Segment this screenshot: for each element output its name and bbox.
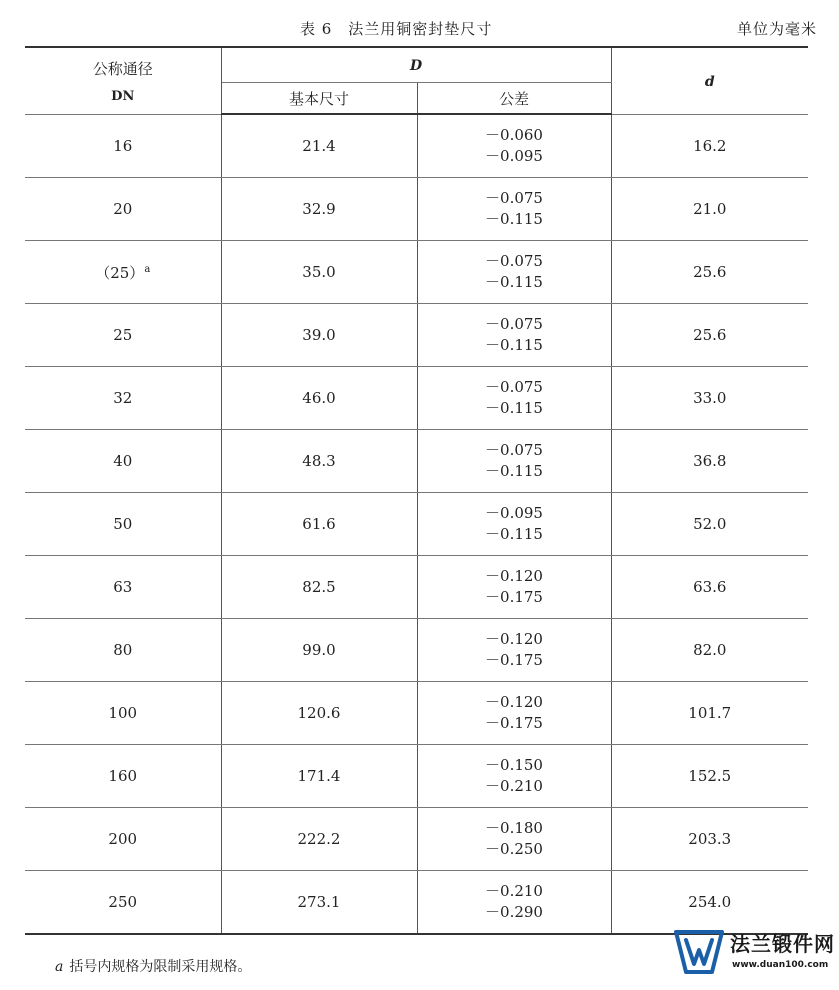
table-row [25, 556, 808, 619]
cell-dn [25, 178, 221, 241]
tolerance-upper: －0.075 [485, 378, 543, 396]
cell-basic-size: 39.0 [221, 304, 417, 367]
cell-basic-size: 35.0 [221, 241, 417, 304]
header-d-symbol: d [704, 73, 715, 90]
header-tolerance: 公差 [417, 83, 611, 115]
tolerance-upper: －0.060 [485, 126, 543, 144]
table-row [25, 745, 808, 808]
cell-dn [25, 304, 221, 367]
cell-tolerance [417, 241, 611, 304]
cell-basic-size: 61.6 [221, 493, 417, 556]
cell-basic-size: 273.1 [221, 871, 417, 935]
tolerance-lower: －0.175 [485, 714, 543, 732]
dn-value: 20 [113, 200, 133, 218]
site-name: 法兰锻件网 [730, 932, 835, 956]
dn-value: 16 [113, 136, 133, 155]
cell-dn [25, 808, 221, 871]
footnote-text: 括号内规格为限制采用规格。 [69, 959, 252, 975]
site-watermark [672, 922, 835, 980]
tolerance-upper: －0.075 [485, 441, 543, 459]
tolerance-lower: －0.175 [485, 588, 543, 606]
gasket-dimension-table [25, 46, 808, 935]
dn-value: 80 [113, 641, 133, 659]
cell-dn [25, 430, 221, 493]
cell-basic-size: 48.3 [221, 430, 417, 493]
cell-basic-size: 99.0 [221, 619, 417, 682]
table-row [25, 682, 808, 745]
table-row [25, 493, 808, 556]
cell-basic-size: 171.4 [221, 745, 417, 808]
cell-dn [25, 367, 221, 430]
table-row [25, 114, 808, 178]
dn-value: （25） [95, 263, 145, 282]
cell-dn [25, 241, 221, 304]
dn-value: 250 [108, 893, 138, 911]
cell-d: 16.2 [611, 114, 808, 178]
tolerance-upper: －0.075 [485, 315, 543, 333]
cell-tolerance [417, 367, 611, 430]
cell-dn [25, 114, 221, 178]
tolerance-upper: －0.120 [485, 693, 543, 711]
dn-value: 32 [113, 389, 133, 407]
tolerance-upper: －0.210 [485, 882, 543, 900]
cell-d: 25.6 [611, 241, 808, 304]
cell-d: 33.0 [611, 367, 808, 430]
cell-tolerance [417, 304, 611, 367]
footnote [55, 956, 251, 976]
cell-dn [25, 871, 221, 935]
tolerance-lower: －0.175 [485, 651, 543, 669]
tolerance-lower: －0.115 [485, 525, 543, 543]
dn-value: 200 [108, 830, 138, 848]
dn-value: 100 [108, 704, 138, 722]
cell-d: 82.0 [611, 619, 808, 682]
table-row [25, 367, 808, 430]
table-row [25, 808, 808, 871]
header-D [221, 47, 611, 83]
cell-d: 25.6 [611, 304, 808, 367]
tolerance-upper: －0.095 [485, 504, 543, 522]
tolerance-lower: －0.115 [485, 336, 543, 354]
cell-dn [25, 745, 221, 808]
cell-tolerance [417, 745, 611, 808]
cell-dn [25, 619, 221, 682]
cell-basic-size: 32.9 [221, 178, 417, 241]
tolerance-upper: －0.150 [485, 756, 543, 774]
tolerance-upper: －0.075 [485, 189, 543, 207]
dn-value: 50 [113, 515, 133, 533]
cell-basic-size: 21.4 [221, 114, 417, 178]
tolerance-upper: －0.075 [485, 252, 543, 270]
cell-tolerance [417, 871, 611, 935]
cell-dn [25, 556, 221, 619]
cell-d: 203.3 [611, 808, 808, 871]
tolerance-lower: －0.115 [485, 462, 543, 480]
dn-value: 40 [113, 452, 133, 470]
site-logo-icon [672, 926, 726, 976]
tolerance-upper: －0.120 [485, 567, 543, 585]
tolerance-upper: －0.180 [485, 819, 543, 837]
site-url: www.duan100.com [732, 960, 829, 970]
cell-basic-size: 120.6 [221, 682, 417, 745]
tolerance-lower: －0.115 [485, 273, 543, 291]
cell-tolerance [417, 430, 611, 493]
cell-tolerance [417, 682, 611, 745]
cell-tolerance [417, 808, 611, 871]
unit-label: 单位为毫米 [736, 20, 817, 38]
cell-tolerance [417, 178, 611, 241]
table-row [25, 178, 808, 241]
cell-dn [25, 682, 221, 745]
header-D-symbol: D [409, 58, 423, 74]
header-basic-size: 基本尺寸 [221, 83, 417, 115]
dn-value: 160 [108, 767, 138, 785]
header-d [611, 47, 808, 114]
tolerance-lower: －0.210 [485, 777, 543, 795]
cell-d: 101.7 [611, 682, 808, 745]
cell-d: 21.0 [611, 178, 808, 241]
tolerance-lower: －0.095 [485, 147, 543, 165]
cell-basic-size: 222.2 [221, 808, 417, 871]
header-dn [25, 47, 221, 114]
cell-d: 63.6 [611, 556, 808, 619]
table-row [25, 304, 808, 367]
table-row [25, 619, 808, 682]
tolerance-lower: －0.115 [485, 399, 543, 417]
cell-d: 52.0 [611, 493, 808, 556]
tolerance-lower: －0.115 [485, 210, 543, 228]
cell-tolerance [417, 114, 611, 178]
header-dn-symbol: DN [111, 88, 135, 104]
table-row [25, 241, 808, 304]
tolerance-upper: －0.120 [485, 630, 543, 648]
footnote-mark: a [55, 959, 64, 975]
table-title: 表 6 法兰用铜密封垫尺寸 [300, 20, 493, 38]
cell-d: 254.0 [611, 871, 808, 935]
cell-basic-size: 82.5 [221, 556, 417, 619]
cell-tolerance [417, 556, 611, 619]
tolerance-lower: －0.250 [485, 840, 543, 858]
cell-tolerance [417, 493, 611, 556]
table-body [25, 114, 808, 934]
table-caption [0, 10, 839, 40]
dn-value: 63 [113, 578, 133, 596]
header-dn-label: 公称通径 [92, 59, 153, 78]
table-row [25, 430, 808, 493]
cell-d: 36.8 [611, 430, 808, 493]
cell-tolerance [417, 619, 611, 682]
tolerance-lower: －0.290 [485, 903, 543, 921]
dn-note-mark: a [144, 263, 151, 275]
header-row-1 [25, 47, 808, 83]
dn-value: 25 [113, 326, 133, 344]
cell-d: 152.5 [611, 745, 808, 808]
cell-dn [25, 493, 221, 556]
cell-basic-size: 46.0 [221, 367, 417, 430]
